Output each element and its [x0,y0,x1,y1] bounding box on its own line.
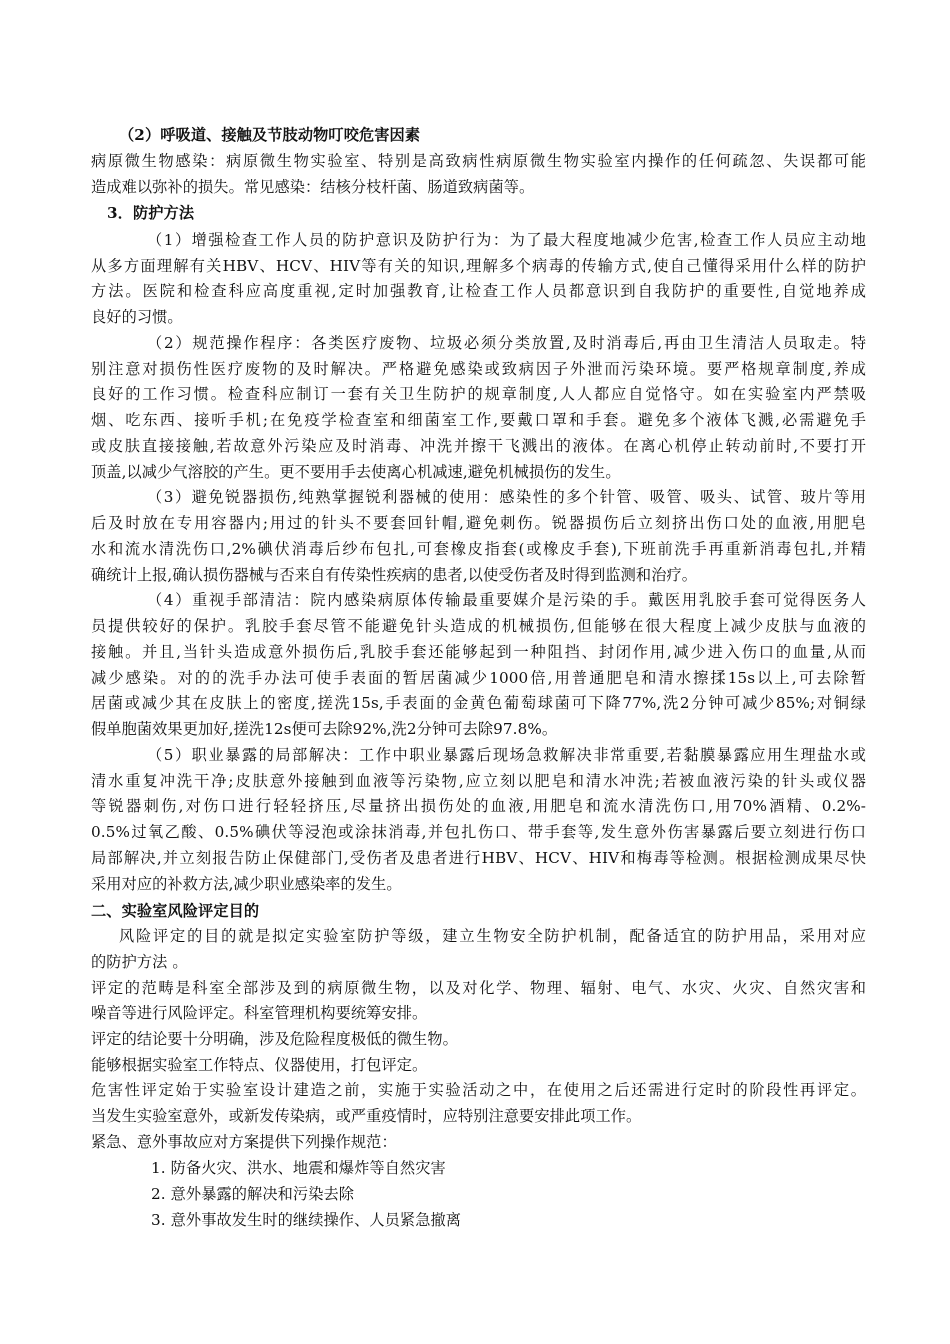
text-line: 当发生实验室意外，或新发传染病，或严重疫情时，应特别注意要安排此项工作。 [91,1107,642,1125]
list-item: 1. 防备火灾、洪水、地震和爆炸等自然灾害 [151,1159,446,1177]
text-line: 风险评定的目的就是拟定实验室防护等级，建立生物安全防护机制，配备适宜的防护用品，采用对应 [119,927,866,945]
text-line: 评定的范畴是科室全部涉及到的病原微生物，以及对化学、物理、辐射、电气、水灾、火灾、自然灾害和 [91,979,866,997]
paragraph-line: 居菌或减少其在皮肤上的密度,搓洗15s,手表面的金黄色葡萄球菌可下降77%,洗2分钟可减少85%;对铜绿 [91,694,866,712]
paragraph-line: 从多方面理解有关HBV、HCV、HIV等有关的知识,理解多个病毒的传输方式,使自己懂得采用什么样的防护 [91,257,866,275]
text-line: 能够根据实验室工作特点、仪器使用，打包评定。 [91,1056,428,1074]
paragraph-line: 顶盖,以减少气溶胶的产生。更不要用手去使离心机减速,避免机械损伤的发生。 [91,463,621,481]
paragraph-line: 后及时放在专用容器内;用过的针头不要套回针帽,避免刺伤。锐器损伤后立刻挤出伤口处的血液,用肥皂 [91,514,866,532]
section-heading-risk-assessment: 二、实验室风险评定目的 [91,902,260,920]
paragraph-line: 确统计上报,确认损伤器械与否来自有传染性疾病的患者,以使受伤者及时得到监测和治疗。 [91,566,698,584]
paragraph-line: 方法。医院和检查科应高度重视,定时加强教育,让检查工作人员都意识到自我防护的重要性,自觉地养成 [91,282,866,300]
paragraph-line: （4）重视手部清洁：院内感染病原体传输最重要媒介是污染的手。戴医用乳胶手套可觉得医务人 [147,591,866,609]
paragraph-line: 别注意对损伤性医疗废物的及时解决。严格避免感染或致病因子外泄而污染环境。要严格规章制度,养成 [91,360,866,378]
text-line: 噪音等进行风险评定。科室管理机构要统筹安排。 [91,1004,428,1022]
paragraph-line: （1）增强检查工作人员的防护意识及防护行为：为了最大程度地减少危害,检查工作人员应主动地 [147,231,866,249]
text-line: 造成难以弥补的损失。常见感染：结核分枝杆菌、肠道致病菌等。 [91,178,535,196]
paragraph-line: 局部解决,并立刻报告防止保健部门,受伤者及患者进行HBV、HCV、HIV和梅毒等检测。根据检测成果尽快 [91,849,866,867]
paragraph-line: 接触。并且,当针头造成意外损伤后,乳胶手套还能够起到一种阻挡、封闭作用,减少进入伤口的血量,从而 [91,643,866,661]
text-line: 的防护方法 。 [91,953,188,971]
paragraph-line: 采用对应的补救方法,减少职业感染率的发生。 [91,875,402,893]
text-line: 评定的结论要十分明确，涉及危险程度极低的微生物。 [91,1030,458,1048]
paragraph-line: （2）规范操作程序：各类医疗废物、垃圾必须分类放置,及时消毒后,再由卫生清洁人员取走。特 [147,334,866,352]
list-item: 3. 意外事故发生时的继续操作、人员紧急撤离 [151,1211,462,1229]
paragraph-line: 等锐器刺伤,对伤口进行轻轻挤压,尽量挤出损伤处的血液,用肥皂和流水清洗伤口,用70%酒精、0.2%- [91,797,866,815]
paragraph-line: 员提供较好的保护。乳胶手套尽管不能避免针头造成的机械损伤,但能够在很大程度上减少皮肤与血液的 [91,617,866,635]
paragraph-line: 0.5%过氧乙酸、0.5%碘伏等浸泡或涂抹消毒,并包扎伤口、带手套等,发生意外伤害暴露后要立刻进行伤口 [91,823,866,841]
paragraph-line: 减少感染。对的的洗手办法可使手表面的暂居菌减少1000倍,用普通肥皂和清水擦揉15s以上,可去除暂 [91,669,866,687]
paragraph-line: 良好的习惯。 [91,308,183,326]
paragraph-line: （5）职业暴露的局部解决：工作中职业暴露后现场急救解决非常重要,若黏膜暴露应用生理盐水或 [147,746,866,764]
paragraph-line: 烟、吃东西、接听手机;在免疫学检查室和细菌室工作,要戴口罩和手套。避免多个液体飞溅,必需避免手 [91,411,866,429]
paragraph-line: 良好的工作习惯。检查科应制订一套有关卫生防护的规章制度,人人都应自觉恪守。如在实验室内严禁吸 [91,385,866,403]
paragraph-line: 或皮肤直接接触,若故意外污染应及时消毒、冲洗并擦干飞溅出的液体。在离心机停止转动前时,不要打开 [91,437,866,455]
paragraph-line: 假单胞菌效果更加好,搓洗12s便可去除92%,洗2分钟可去除97.8%。 [91,720,558,738]
subsection-heading-respiratory: （2）呼吸道、接触及节肢动物叮咬危害因素 [119,126,421,144]
paragraph-line: 清水重复冲洗干净;皮肤意外接触到血液等污染物,应立刻以肥皂和清水冲洗;若被血液污染的针头或仪器 [91,772,866,790]
list-item: 2. 意外暴露的解决和污染去除 [151,1185,355,1203]
text-line: 病原微生物感染：病原微生物实验室、特别是高致病性病原微生物实验室内操作的任何疏忽、失误都可能 [91,152,866,170]
section-heading-protection: 3．防护方法 [107,204,195,222]
text-line: 紧急、意外事故应对方案提供下列操作规范： [91,1133,397,1151]
paragraph-line: 水和流水清洗伤口,2%碘伏消毒后纱布包扎,可套橡皮指套(或橡皮手套),下班前洗手再重新消毒包扎,并精 [91,540,866,558]
text-line: 危害性评定始于实验室设计建造之前，实施于实验活动之中，在使用之后还需进行定时的阶段性再评定。 [91,1081,866,1099]
paragraph-line: （3）避免锐器损伤,纯熟掌握锐利器械的使用：感染性的多个针管、吸管、吸头、试管、玻片等用 [147,488,866,506]
